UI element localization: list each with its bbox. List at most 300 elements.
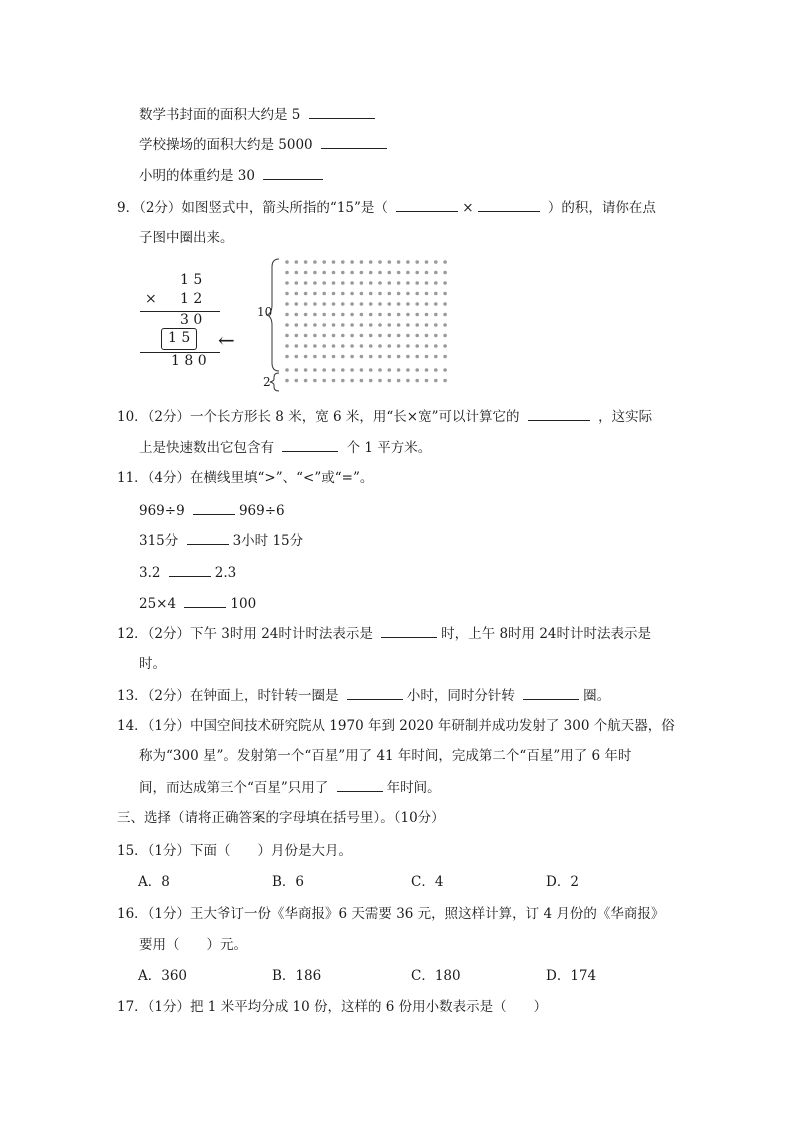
grid-dot[interactable] (322, 355, 326, 359)
grid-dot[interactable] (313, 313, 317, 317)
question-14-text-a: 14．（1分）中国空间技术研究院从 1970 年到 2020 年研制并成功发射了 300 个航天器，俗 (117, 718, 675, 734)
grid-dot[interactable] (434, 260, 438, 264)
question-14-text-d: 年时间。 (386, 780, 441, 796)
grid-dot[interactable] (295, 355, 299, 359)
grid-dot[interactable] (443, 379, 447, 383)
grid-dot[interactable] (322, 379, 326, 383)
grid-dot[interactable] (388, 260, 392, 264)
grid-dot[interactable] (443, 271, 447, 275)
grid-dot[interactable] (415, 334, 419, 338)
grid-dot[interactable] (304, 334, 308, 338)
multiplier: 1 2 (180, 291, 203, 307)
compare-row-4 (139, 593, 256, 614)
grid-dot[interactable] (332, 344, 336, 348)
grid-dot[interactable] (360, 368, 364, 372)
question-9-line-2 (139, 228, 234, 248)
grid-dot[interactable] (313, 379, 317, 383)
grid-dot[interactable] (425, 323, 429, 327)
question-10-line-2 (139, 437, 431, 458)
grid-dot[interactable] (341, 302, 345, 306)
grid-dot[interactable] (397, 260, 401, 264)
compare-left: 25×4 (139, 596, 177, 612)
q16-option-b[interactable]: B．186 (272, 968, 322, 984)
grid-dot[interactable] (443, 323, 447, 327)
grid-dot[interactable] (415, 260, 419, 264)
grid-dot[interactable] (378, 302, 382, 306)
grid-dot[interactable] (397, 355, 401, 359)
grid-dot[interactable] (322, 344, 326, 348)
grid-dot[interactable] (322, 368, 326, 372)
grid-dot[interactable] (406, 334, 410, 338)
compare-right: 100 (230, 596, 257, 612)
grid-dot[interactable] (295, 292, 299, 296)
question-12-line-1 (117, 623, 651, 644)
dot-grid-figure (255, 255, 455, 400)
grid-dot[interactable] (350, 302, 354, 306)
grid-dot[interactable] (295, 281, 299, 285)
area-line-1-text: 数学书封面的面积大约是 5 (139, 107, 301, 123)
grid-dot[interactable] (285, 379, 289, 383)
grid-dot[interactable] (406, 323, 410, 327)
grid-dot[interactable] (434, 302, 438, 306)
grid-dot[interactable] (360, 334, 364, 338)
answer-blank[interactable] (169, 562, 211, 577)
grid-dot[interactable] (332, 260, 336, 264)
grid-dot[interactable] (350, 334, 354, 338)
grid-dot[interactable] (304, 281, 308, 285)
grid-dot[interactable] (425, 271, 429, 275)
question-9-line-1 (117, 197, 656, 218)
area-line-2 (139, 134, 391, 155)
grid-dot[interactable] (378, 281, 382, 285)
label-two: 2 (263, 375, 271, 389)
area-line-2-text: 学校操场的面积大约是 5000 (139, 137, 313, 153)
compare-right: 969÷6 (238, 503, 285, 519)
grid-dot[interactable] (360, 292, 364, 296)
grid-dot[interactable] (388, 344, 392, 348)
grid-dot[interactable] (350, 323, 354, 327)
q16-option-c[interactable]: C．180 (411, 968, 461, 984)
grid-dot[interactable] (434, 323, 438, 327)
grid-dot[interactable] (332, 271, 336, 275)
partial-product-1: 3 0 (180, 312, 203, 328)
q16-option-a[interactable]: A．360 (138, 968, 188, 984)
grid-dot[interactable] (397, 313, 401, 317)
grid-dot[interactable] (313, 260, 317, 264)
grid-dot[interactable] (434, 334, 438, 338)
grid-dot[interactable] (378, 355, 382, 359)
grid-dot[interactable] (285, 344, 289, 348)
grid-dot[interactable] (443, 292, 447, 296)
grid-dot[interactable] (415, 379, 419, 383)
q15-option-a[interactable]: A．8 (138, 874, 170, 890)
compare-left: 3.2 (139, 565, 161, 581)
answer-blank[interactable] (193, 500, 235, 515)
grid-dot[interactable] (415, 271, 419, 275)
times-sign: × (462, 200, 474, 216)
grid-dot[interactable] (369, 271, 373, 275)
grid-dot[interactable] (322, 313, 326, 317)
grid-dot[interactable] (443, 344, 447, 348)
grid-dot[interactable] (415, 313, 419, 317)
grid-dot[interactable] (434, 292, 438, 296)
grid-dot[interactable] (443, 313, 447, 317)
grid-dot[interactable] (332, 355, 336, 359)
area-line-1 (139, 104, 379, 125)
grid-dot[interactable] (295, 323, 299, 327)
grid-dot[interactable] (443, 355, 447, 359)
grid-dot[interactable] (434, 271, 438, 275)
grid-dot[interactable] (425, 368, 429, 372)
grid-dot[interactable] (434, 344, 438, 348)
question-14-line-3 (139, 777, 441, 798)
grid-dot[interactable] (406, 344, 410, 348)
grid-dot[interactable] (341, 271, 345, 275)
grid-dot[interactable] (378, 313, 382, 317)
grid-dot[interactable] (388, 355, 392, 359)
grid-dot[interactable] (304, 323, 308, 327)
grid-dot[interactable] (415, 368, 419, 372)
answer-blank[interactable] (528, 406, 590, 421)
grid-dot[interactable] (415, 302, 419, 306)
grid-dot[interactable] (369, 313, 373, 317)
grid-dot[interactable] (295, 313, 299, 317)
grid-dot[interactable] (350, 281, 354, 285)
grid-dot[interactable] (322, 334, 326, 338)
grid-dot[interactable] (425, 334, 429, 338)
grid-dot[interactable] (360, 260, 364, 264)
question-9-text-b: ）的积，请你在点 (547, 200, 656, 216)
grid-dot[interactable] (360, 355, 364, 359)
section-3-text: 三、选择（请将正确答案的字母填在括号里）。（10分） (117, 810, 445, 826)
label-ten: 10 (257, 305, 273, 319)
answer-blank[interactable] (309, 104, 375, 119)
grid-dot[interactable] (304, 355, 308, 359)
grid-dot[interactable] (378, 334, 382, 338)
grid-dot[interactable] (304, 292, 308, 296)
grid-dot[interactable] (388, 379, 392, 383)
question-16-text-b: 要用（ ）元。 (139, 937, 247, 953)
grid-dot[interactable] (406, 379, 410, 383)
grid-dot[interactable] (378, 292, 382, 296)
grid-dot[interactable] (322, 260, 326, 264)
grid-dot[interactable] (285, 355, 289, 359)
question-14-line-1 (117, 716, 675, 736)
grid-dot[interactable] (304, 379, 308, 383)
grid-dot[interactable] (378, 260, 382, 264)
grid-dot[interactable] (369, 355, 373, 359)
question-14-text-c: 间，而达成第三个“百星”只用了 (139, 780, 329, 796)
question-9-text-a: 9．（2分）如图竖式中，箭头所指的“15”是（ (117, 200, 388, 216)
grid-dot[interactable] (332, 334, 336, 338)
compare-row-1 (139, 500, 285, 521)
grid-dot[interactable] (388, 271, 392, 275)
grid-dot[interactable] (434, 313, 438, 317)
grid-dot[interactable] (313, 302, 317, 306)
grid-dot[interactable] (285, 260, 289, 264)
grid-dot[interactable] (443, 334, 447, 338)
grid-dot[interactable] (295, 334, 299, 338)
grid-dot[interactable] (285, 323, 289, 327)
grid-dot[interactable] (332, 368, 336, 372)
answer-blank[interactable] (396, 197, 458, 212)
grid-dot[interactable] (313, 271, 317, 275)
grid-dot[interactable] (350, 271, 354, 275)
grid-dot[interactable] (295, 368, 299, 372)
grid-dot[interactable] (406, 302, 410, 306)
grid-dot[interactable] (341, 368, 345, 372)
grid-dot[interactable] (378, 323, 382, 327)
compare-row-3 (139, 562, 236, 583)
grid-dot[interactable] (443, 302, 447, 306)
grid-dot[interactable] (369, 260, 373, 264)
grid-dot[interactable] (360, 281, 364, 285)
grid-dot[interactable] (406, 368, 410, 372)
grid-dot[interactable] (341, 281, 345, 285)
grid-dot[interactable] (388, 334, 392, 338)
grid-dot[interactable] (443, 368, 447, 372)
grid-dot[interactable] (415, 355, 419, 359)
grid-dot[interactable] (322, 292, 326, 296)
grid-dot[interactable] (378, 368, 382, 372)
grid-dot[interactable] (295, 260, 299, 264)
grid-dot[interactable] (313, 355, 317, 359)
answer-blank[interactable] (321, 134, 387, 149)
dot-grid[interactable] (255, 255, 455, 400)
grid-dot[interactable] (434, 368, 438, 372)
question-14-text-b: 称为“300 星”。发射第一个“百星”用了 41 年时间，完成第二个“百星”用了 6 年时 (139, 748, 632, 764)
grid-dot[interactable] (415, 344, 419, 348)
answer-blank[interactable] (187, 530, 229, 545)
grid-dot[interactable] (295, 344, 299, 348)
question-13-text-a: 13．（2分）在钟面上，时针转一圈是 (117, 688, 339, 704)
grid-dot[interactable] (425, 355, 429, 359)
question-17-text: 17．（1分）把 1 米平均分成 10 份，这样的 6 份用小数表示是（ ） (117, 999, 548, 1015)
grid-dot[interactable] (425, 281, 429, 285)
grid-dot[interactable] (415, 323, 419, 327)
grid-dot[interactable] (341, 355, 345, 359)
grid-dot[interactable] (322, 271, 326, 275)
grid-dot[interactable] (397, 368, 401, 372)
dots-layer (285, 260, 447, 382)
grid-dot[interactable] (406, 281, 410, 285)
question-10-text-d: 个 1 平方米。 (346, 440, 432, 456)
weight-line (139, 165, 327, 186)
grid-dot[interactable] (332, 313, 336, 317)
grid-dot[interactable] (397, 302, 401, 306)
grid-dot[interactable] (406, 292, 410, 296)
grid-dot[interactable] (397, 292, 401, 296)
grid-dot[interactable] (434, 355, 438, 359)
grid-dot[interactable] (295, 302, 299, 306)
grid-dot[interactable] (397, 334, 401, 338)
grid-dot[interactable] (341, 379, 345, 383)
grid-dot[interactable] (360, 379, 364, 383)
grid-dot[interactable] (341, 323, 345, 327)
partial-product-2: 1 5 (168, 330, 191, 346)
grid-dot[interactable] (313, 368, 317, 372)
grid-dot[interactable] (406, 313, 410, 317)
question-9-text-c: 子图中圈出来。 (139, 230, 234, 246)
question-10-text-c: 上是快速数出它包含有 (139, 440, 274, 456)
grid-dot[interactable] (313, 292, 317, 296)
grid-dot[interactable] (360, 271, 364, 275)
brace-two (270, 373, 279, 391)
answer-blank[interactable] (478, 197, 540, 212)
grid-dot[interactable] (369, 368, 373, 372)
grid-dot[interactable] (341, 344, 345, 348)
grid-dot[interactable] (322, 281, 326, 285)
question-13-text-c: 圈。 (583, 688, 611, 704)
grid-dot[interactable] (388, 323, 392, 327)
grid-dot[interactable] (360, 323, 364, 327)
grid-dot[interactable] (313, 281, 317, 285)
question-16-text-a: 16．（1分）王大爷订一份《华商报》6 天需要 36 元，照这样计算，订 4 月份的《华商报》 (117, 906, 665, 922)
question-10-line-1 (117, 406, 652, 427)
grid-dot[interactable] (285, 334, 289, 338)
grid-dot[interactable] (322, 323, 326, 327)
question-15-text: 15．（1分）下面（ ）月份是大月。 (117, 843, 353, 859)
grid-dot[interactable] (285, 302, 289, 306)
grid-dot[interactable] (425, 313, 429, 317)
grid-dot[interactable] (322, 302, 326, 306)
grid-dot[interactable] (313, 323, 317, 327)
grid-dot[interactable] (360, 344, 364, 348)
question-15 (117, 841, 352, 861)
q16-option-d[interactable]: D．174 (546, 968, 597, 984)
grid-dot[interactable] (295, 379, 299, 383)
grid-dot[interactable] (406, 260, 410, 264)
grid-dot[interactable] (369, 334, 373, 338)
grid-dot[interactable] (369, 281, 373, 285)
q15-option-c[interactable]: C．4 (411, 874, 444, 890)
grid-dot[interactable] (397, 281, 401, 285)
grid-dot[interactable] (285, 313, 289, 317)
answer-blank[interactable] (523, 685, 579, 700)
grid-dot[interactable] (397, 271, 401, 275)
grid-dot[interactable] (443, 260, 447, 264)
grid-dot[interactable] (369, 302, 373, 306)
grid-dot[interactable] (304, 302, 308, 306)
vertical-multiplication (135, 266, 255, 376)
grid-dot[interactable] (369, 292, 373, 296)
grid-dot[interactable] (434, 281, 438, 285)
question-16-line-1 (117, 904, 664, 924)
grid-dot[interactable] (341, 313, 345, 317)
grid-dot[interactable] (332, 281, 336, 285)
question-13-text-b: 小时，同时分针转 (406, 688, 515, 704)
answer-blank[interactable] (347, 685, 403, 700)
grid-dot[interactable] (388, 281, 392, 285)
answer-blank[interactable] (184, 593, 226, 608)
grid-dot[interactable] (295, 271, 299, 275)
grid-dot[interactable] (285, 271, 289, 275)
grid-dot[interactable] (304, 344, 308, 348)
grid-dot[interactable] (341, 334, 345, 338)
question-12-text-b: 时，上午 8时用 24时计时法表示是 (441, 626, 652, 642)
answer-blank[interactable] (263, 165, 323, 180)
grid-dot[interactable] (285, 368, 289, 372)
grid-dot[interactable] (369, 323, 373, 327)
grid-dot[interactable] (304, 271, 308, 275)
grid-dot[interactable] (378, 379, 382, 383)
grid-dot[interactable] (388, 313, 392, 317)
grid-dot[interactable] (369, 379, 373, 383)
grid-dot[interactable] (341, 292, 345, 296)
grid-dot[interactable] (425, 344, 429, 348)
grid-dot[interactable] (350, 260, 354, 264)
grid-dot[interactable] (350, 379, 354, 383)
grid-dot[interactable] (304, 313, 308, 317)
grid-dot[interactable] (304, 368, 308, 372)
grid-dot[interactable] (360, 313, 364, 317)
grid-dot[interactable] (350, 313, 354, 317)
grid-dot[interactable] (397, 323, 401, 327)
grid-dot[interactable] (341, 260, 345, 264)
grid-dot[interactable] (415, 292, 419, 296)
answer-blank[interactable] (337, 777, 383, 792)
question-17 (117, 997, 547, 1017)
grid-dot[interactable] (332, 292, 336, 296)
grid-dot[interactable] (388, 302, 392, 306)
grid-dot[interactable] (350, 355, 354, 359)
grid-dot[interactable] (350, 292, 354, 296)
weight-line-text: 小明的体重约是 30 (139, 168, 255, 184)
q15-option-b[interactable]: B．6 (272, 874, 305, 890)
grid-dot[interactable] (397, 379, 401, 383)
grid-dot[interactable] (378, 271, 382, 275)
grid-dot[interactable] (350, 344, 354, 348)
grid-dot[interactable] (397, 344, 401, 348)
grid-dot[interactable] (360, 302, 364, 306)
grid-dot[interactable] (388, 292, 392, 296)
grid-dot[interactable] (369, 344, 373, 348)
grid-dot[interactable] (332, 302, 336, 306)
grid-dot[interactable] (285, 281, 289, 285)
arrow-icon: ← (218, 328, 235, 352)
grid-dot[interactable] (332, 379, 336, 383)
answer-blank[interactable] (381, 623, 437, 638)
grid-dot[interactable] (425, 292, 429, 296)
section-3-heading (117, 808, 445, 828)
grid-dot[interactable] (304, 260, 308, 264)
grid-dot[interactable] (332, 323, 336, 327)
grid-dot[interactable] (285, 292, 289, 296)
question-13 (117, 685, 610, 706)
question-11-text: 11．（4分）在横线里填“>”、“<”或“=”。 (117, 470, 374, 486)
answer-blank[interactable] (282, 437, 338, 452)
grid-dot[interactable] (406, 355, 410, 359)
question-14-line-2 (139, 746, 631, 766)
grid-dot[interactable] (425, 260, 429, 264)
compare-row-2 (139, 530, 303, 551)
question-12-text-a: 12．（2分）下午 3时用 24时计时法表示是 (117, 626, 373, 642)
grid-dot[interactable] (313, 334, 317, 338)
q15-option-d[interactable]: D．2 (546, 874, 579, 890)
grid-dot[interactable] (350, 368, 354, 372)
grid-dot[interactable] (443, 281, 447, 285)
grid-dot[interactable] (406, 271, 410, 275)
question-10-text-a: 10．（2分）一个长方形长 8 米，宽 6 米，用“长×宽”可以计算它的 (117, 409, 520, 425)
grid-dot[interactable] (425, 302, 429, 306)
grid-dot[interactable] (425, 379, 429, 383)
grid-dot[interactable] (378, 344, 382, 348)
product: 1 8 0 (171, 353, 207, 369)
grid-dot[interactable] (415, 281, 419, 285)
grid-dot[interactable] (434, 379, 438, 383)
grid-dot[interactable] (313, 344, 317, 348)
grid-dot[interactable] (388, 368, 392, 372)
